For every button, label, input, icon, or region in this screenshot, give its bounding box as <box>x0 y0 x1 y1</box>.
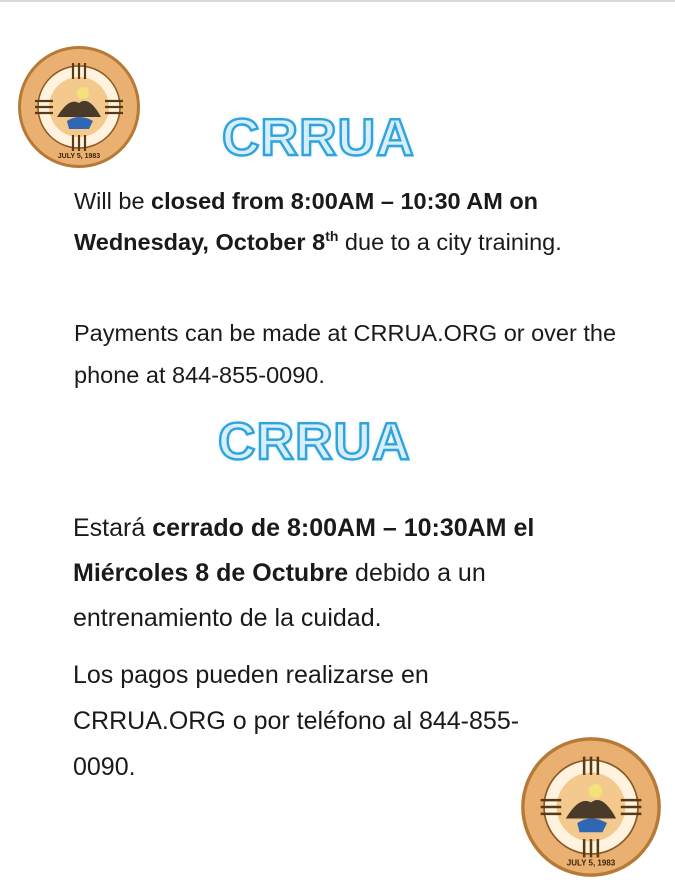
closure-notice-spanish <box>73 506 643 641</box>
closure-intro: Will be <box>74 188 152 214</box>
payment-info-english: Payments can be made at CRRUA.ORG or over the phone at 844-855-0090. <box>74 320 617 388</box>
seal-date: JULY 5, 1983 <box>57 153 101 160</box>
city-seal-logo-top <box>17 45 141 169</box>
city-seal-logo-bottom <box>520 736 662 878</box>
closure-intro-spanish: Estará <box>73 514 153 542</box>
date-suffix: th <box>325 228 339 245</box>
heading-english: CRRUA <box>222 109 415 167</box>
top-border <box>0 0 675 2</box>
seal-date-bottom: JULY 5, 1983 <box>566 858 616 868</box>
closure-notice-english <box>74 181 634 263</box>
payment-info-spanish: Los pagos pueden realizarse en CRRUA.ORG o por teléfono al 844-855-0090. <box>73 661 520 781</box>
heading-spanish: CRRUA <box>218 413 411 471</box>
closure-time-date-spanish: cerrado de 8:00AM – 10:30AM el Miércoles 8 de Octubre <box>73 514 535 587</box>
closure-time-date: closed from 8:00AM – 10:30 AM on Wednesday, October 8 <box>74 188 539 255</box>
closure-reason-spanish: debido a un entrenamiento de la cuidad. <box>73 559 486 632</box>
closure-reason: due to a city training. <box>338 229 562 255</box>
